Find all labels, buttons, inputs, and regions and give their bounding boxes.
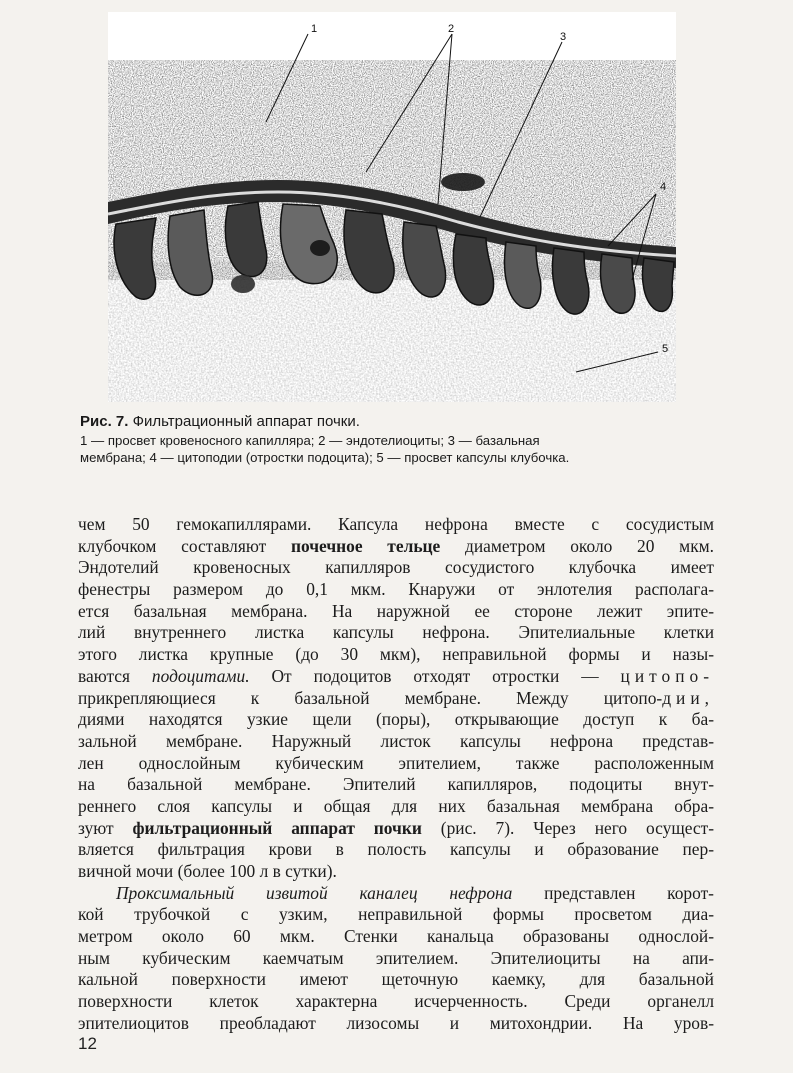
italic-term: подоцитами.: [151, 665, 250, 686]
text-run: зальной мембране. Наружный листок капсулы нефрона представ-: [78, 730, 714, 751]
text-run: ным кубическим каемчатым эпителием. Эпителиоциты на апи-: [78, 947, 714, 968]
text-run: этого листка крупные (до 30 мкм), неправильной формы и назы-: [78, 644, 714, 665]
text-line: [78, 774, 714, 796]
text-run: ется базальная мембрана. На наружной ее стороне лежит эпите-: [78, 600, 714, 621]
text-line: [78, 579, 714, 601]
text-run: Эндотелий кровеносных капилляров сосудистого клубочка имеет: [78, 557, 714, 578]
caption-fig-number: Рис. 7.: [80, 413, 129, 430]
text-run: метром около 60 мкм. Стенки канальца образованы однослой-: [78, 926, 714, 947]
text-line: [78, 991, 714, 1013]
text-line: [78, 622, 714, 644]
text-line: [78, 904, 714, 926]
text-run: кальной поверхности имеют щеточную каемку, для базальной: [78, 969, 714, 990]
figure-caption: [80, 412, 740, 466]
text-run: представлен корот-: [512, 882, 714, 903]
text-line: [78, 557, 714, 579]
text-run: реннего слоя капсулы и общая для них базальная мембрана обра-: [78, 795, 714, 816]
text-run: фенестры размером до 0,1 мкм. Кнаружи от энлотелия располага-: [78, 579, 714, 600]
micrograph-image: [108, 12, 676, 402]
text-line: [78, 731, 714, 753]
text-run: лий внутреннего листка капсулы нефрона. Эпителиальные клетки: [78, 622, 714, 643]
text-line: [78, 644, 714, 666]
text-run: ваются: [78, 665, 152, 686]
bold-term: фильтрационный аппарат почки: [132, 817, 422, 838]
figure-label-4: 4: [660, 181, 667, 193]
text-line: [78, 861, 714, 883]
spaced-term: дии,: [662, 687, 714, 708]
text-line: [78, 536, 714, 558]
text-run: чем 50 гемокапиллярами. Капсула нефрона вместе с сосудистым: [78, 514, 714, 534]
text-run: диаметром около 20 мкм.: [440, 535, 714, 556]
figure-label-5: 5: [662, 343, 669, 355]
text-line: [78, 839, 714, 861]
text-line: [78, 948, 714, 970]
bold-term: почечное тельце: [290, 535, 441, 556]
text-run: вляется фильтрация крови в полость капсулы и образование пер-: [78, 839, 714, 860]
micrograph-figure: [108, 12, 676, 402]
text-line: [78, 514, 714, 536]
text-run: (рис. 7). Через него осущест-: [421, 817, 714, 838]
text-run: зуют: [78, 817, 133, 838]
text-run: прикрепляющиеся к базальной мембране. Между цитопо-: [78, 687, 663, 708]
caption-fig-title: Фильтрационный аппарат почки.: [128, 413, 360, 430]
text-line: [78, 883, 714, 905]
caption-legend-line: мембрана; 4 — цитоподии (отростки подоцита); 5 — просвет капсулы клубочка.: [80, 450, 570, 465]
figure-label-2: 2: [448, 23, 455, 35]
text-line: [78, 926, 714, 948]
page-number: 12: [78, 1034, 97, 1053]
text-run: поверхности клеток характерна исчерченность. Среди органелл: [78, 991, 714, 1012]
text-run: на базальной мембране. Эпителий капилляров, подоциты внут-: [78, 774, 714, 795]
text-line: [78, 601, 714, 623]
body-text: [78, 514, 714, 1035]
text-line: [78, 818, 714, 840]
text-run: От подоцитов отходят отростки —: [249, 665, 621, 686]
figure-label-1: 1: [311, 23, 318, 35]
spaced-term: цитопо-: [620, 665, 714, 686]
text-run: эпителиоцитов преобладают лизосомы и митохондрии. На уров-: [78, 1012, 714, 1033]
caption-title: [80, 412, 740, 432]
italic-term: Проксимальный извитой каналец нефрона: [116, 882, 513, 903]
caption-legend-line: 1 — просвет кровеносного капилляра; 2 — эндотелиоциты; 3 — базальная: [80, 433, 540, 448]
text-line: [78, 666, 714, 688]
text-run: кой трубочкой с узким, неправильной формы просветом диа-: [78, 904, 714, 925]
text-line: [78, 753, 714, 775]
text-line: [78, 709, 714, 731]
text-run: лен однослойным кубическим эпителием, также расположенным: [78, 752, 714, 773]
text-run: вичной мочи (более 100 л в сутки).: [78, 861, 337, 881]
text-line: [78, 796, 714, 818]
text-run: диями находятся узкие щели (поры), открывающие доступ к ба-: [78, 709, 714, 730]
text-run: клубочком составляют: [78, 535, 291, 556]
text-line: [78, 1013, 714, 1035]
text-line: [78, 969, 714, 991]
text-line: [78, 688, 714, 710]
figure-label-3: 3: [560, 31, 567, 43]
